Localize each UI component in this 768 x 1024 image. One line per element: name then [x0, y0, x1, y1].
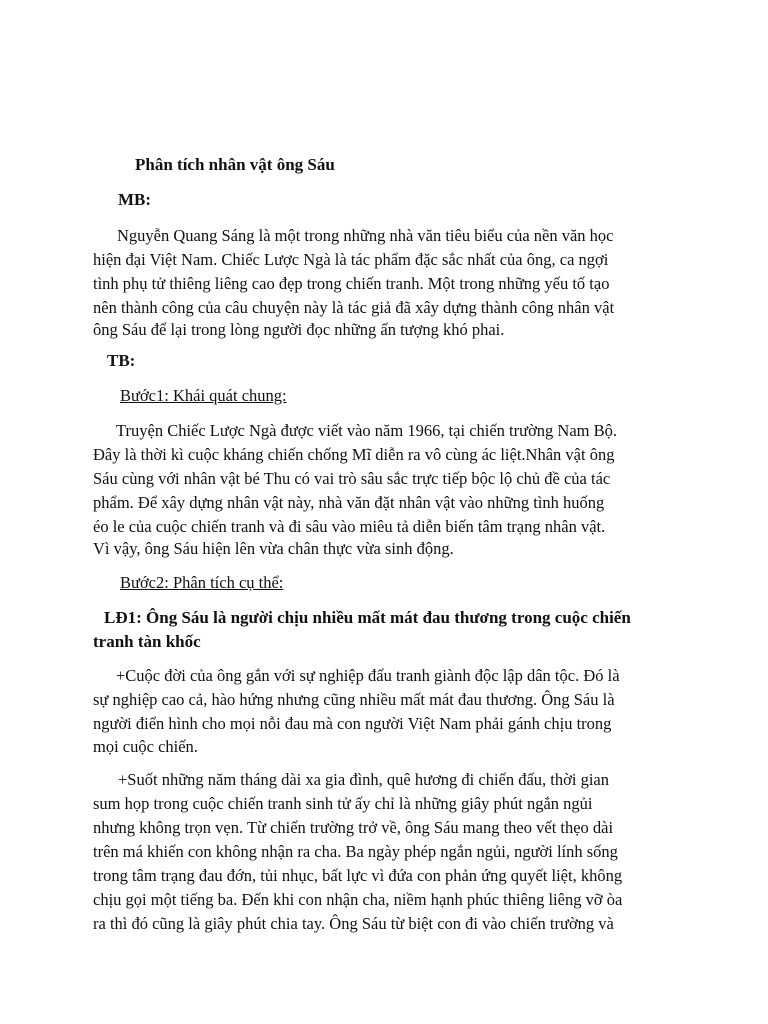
- paragraph-line: sum họp trong cuộc chiến tranh sinh tử ấy chỉ là những giây phút ngắn ngủi: [93, 794, 593, 813]
- paragraph-line: chịu gọi một tiếng ba. Đến khi con nhận cha, niềm hạnh phúc thiêng liêng vỡ òa: [93, 890, 623, 909]
- paragraph-line: éo le của cuộc chiến tranh và đi sâu vào miêu tả diễn biến tâm trạng nhân vật.: [93, 517, 606, 536]
- paragraph-line: nhưng không trọn vẹn. Từ chiến trường trở về, ông Sáu mang theo vết thẹo dài: [93, 818, 614, 837]
- document-title: Phân tích nhân vật ông Sáu: [135, 155, 335, 174]
- paragraph-line: mọi cuộc chiến.: [93, 737, 198, 756]
- paragraph-line: trên má khiến con không nhận ra cha. Ba ngày phép ngắn ngủi, người lính sống: [93, 842, 618, 861]
- paragraph-line: hiện đại Việt Nam. Chiếc Lược Ngà là tác phẩm đặc sắc nhất của ông, ca ngợi: [93, 250, 609, 269]
- paragraph-line: +Suốt những năm tháng dài xa gia đình, quê hương đi chiến đấu, thời gian: [118, 770, 609, 789]
- paragraph-line: Vì vậy, ông Sáu hiện lên vừa chân thực vừa sinh động.: [93, 539, 454, 558]
- tb-heading: TB:: [107, 351, 136, 370]
- paragraph-line: Truyện Chiếc Lược Ngà được viết vào năm 1966, tại chiến trường Nam Bộ.: [116, 421, 618, 440]
- paragraph-line: Sáu cùng với nhân vật bé Thu có vai trò sâu sắc trực tiếp bộc lộ chủ đề của tác: [93, 469, 611, 488]
- paragraph-line: tình phụ tử thiêng liêng cao đẹp trong chiến tranh. Một trong những yếu tố tạo: [93, 274, 610, 293]
- mb-heading: MB:: [118, 190, 152, 209]
- step2-heading: Bước2: Phân tích cụ thể:: [120, 573, 284, 592]
- paragraph-line: nên thành công của câu chuyện này là tác giả đã xây dựng thành công nhân vật: [93, 298, 615, 317]
- ld1-heading-line: LĐ1: Ông Sáu là người chịu nhiều mất mát đau thương trong cuộc chiến: [104, 608, 631, 627]
- paragraph-line: phẩm. Để xây dựng nhân vật này, nhà văn đặt nhân vật vào những tình huống: [93, 493, 605, 512]
- paragraph-line: ra thì đó cũng là giây phút chia tay. Ông Sáu từ biệt con đi vào chiến trường và: [93, 914, 614, 933]
- paragraph-line: Nguyễn Quang Sáng là một trong những nhà văn tiêu biểu của nền văn học: [117, 226, 614, 245]
- ld1-heading-line: tranh tàn khốc: [93, 632, 201, 651]
- paragraph-line: sự nghiệp cao cả, hào hứng nhưng cũng nhiều mất mát đau thương. Ông Sáu là: [93, 690, 615, 709]
- paragraph-line: ông Sáu để lại trong lòng người đọc những ấn tượng khó phai.: [93, 320, 505, 339]
- paragraph-line: Đây là thời kì cuộc kháng chiến chống Mĩ diễn ra vô cùng ác liệt.Nhân vật ông: [93, 445, 615, 464]
- paragraph-line: +Cuộc đời của ông gắn với sự nghiệp đấu tranh giành độc lập dân tộc. Đó là: [116, 666, 620, 685]
- paragraph-line: trong tâm trạng đau đớn, tủi nhục, bất lực vì đứa con phản ứng quyết liệt, không: [93, 866, 623, 885]
- paragraph-line: người điển hình cho mọi nỗi đau mà con người Việt Nam phải gánh chịu trong: [93, 714, 612, 733]
- step1-heading: Bước1: Khái quát chung:: [120, 386, 287, 405]
